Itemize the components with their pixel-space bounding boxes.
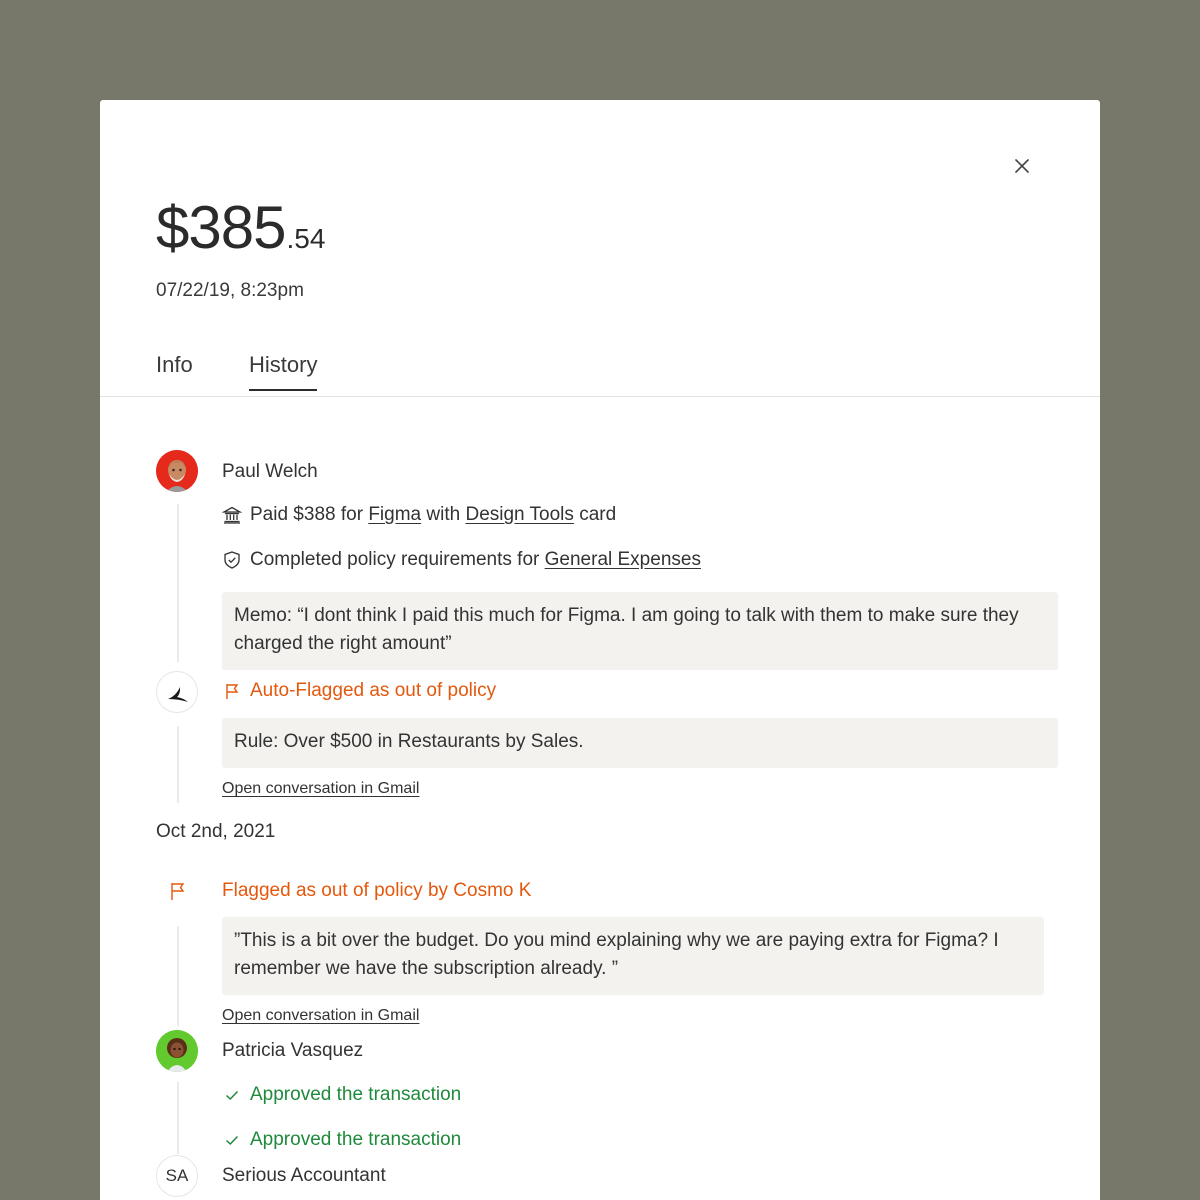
approval-line <box>222 1084 461 1106</box>
amount-dollars: $385 <box>156 194 286 261</box>
open-gmail-link[interactable]: Open conversation in Gmail <box>222 1007 420 1024</box>
bank-icon <box>222 505 242 525</box>
comment-bubble: ”This is a bit over the budget. Do you mind explaining why we are paying extra for Figma? I remember we have the subscription already. ” <box>222 917 1044 995</box>
event-user-name: Patricia Vasquez <box>222 1040 364 1061</box>
approval-text: Approved the transaction <box>250 1084 462 1105</box>
policy-link[interactable]: General Expenses <box>544 549 701 570</box>
rule-bubble: Rule: Over $500 in Restaurants by Sales. <box>222 718 1058 768</box>
tab-bar <box>100 350 1100 397</box>
policy-line <box>222 549 701 571</box>
timeline-connector <box>177 504 179 662</box>
with-text: with <box>426 504 461 525</box>
auto-flag-status <box>222 680 496 702</box>
open-gmail-link[interactable]: Open conversation in Gmail <box>222 780 420 797</box>
paid-text: Paid $388 for <box>250 504 364 525</box>
timeline-connector <box>177 726 179 803</box>
merchant-link[interactable]: Figma <box>368 504 422 525</box>
payment-line <box>222 504 616 526</box>
card-link[interactable]: Design Tools <box>465 504 574 525</box>
avatar-initials: SA <box>156 1155 198 1197</box>
auto-flag-text: Auto-Flagged as out of policy <box>250 680 497 701</box>
card-suffix: card <box>579 504 617 525</box>
avatar-paul-welch <box>156 450 198 492</box>
approval-text: Approved the transaction <box>250 1129 462 1150</box>
policy-text: Completed policy requirements for <box>250 549 540 570</box>
brand-logo-icon <box>157 672 197 712</box>
shield-check-icon <box>222 550 242 570</box>
amount-cents: .54 <box>286 223 326 254</box>
avatar-patricia-vasquez <box>156 1030 198 1072</box>
system-avatar <box>156 671 198 713</box>
event-user-name: Paul Welch <box>222 461 318 482</box>
transaction-amount <box>156 194 326 261</box>
memo-bubble: Memo: “I dont think I paid this much for Figma. I am going to talk with them to make sure they charged the right amount” <box>222 592 1058 670</box>
approval-line <box>222 1129 461 1151</box>
flag-icon <box>168 880 188 902</box>
transaction-datetime: 07/22/19, 8:23pm <box>156 280 304 301</box>
manual-flag-status: Flagged as out of policy by Cosmo K <box>222 880 532 901</box>
event-user-name: Serious Accountant <box>222 1165 386 1186</box>
timeline-connector <box>177 926 179 1026</box>
flag-icon <box>222 681 242 701</box>
close-button[interactable] <box>1010 154 1034 178</box>
transaction-detail-panel <box>100 100 1100 1200</box>
tab-info[interactable]: Info <box>156 352 193 377</box>
check-icon <box>222 1085 242 1105</box>
section-date: Oct 2nd, 2021 <box>156 821 276 842</box>
tab-history[interactable]: History <box>249 352 317 391</box>
timeline-connector <box>177 1082 179 1154</box>
close-icon <box>1010 154 1034 178</box>
check-icon <box>222 1130 242 1150</box>
